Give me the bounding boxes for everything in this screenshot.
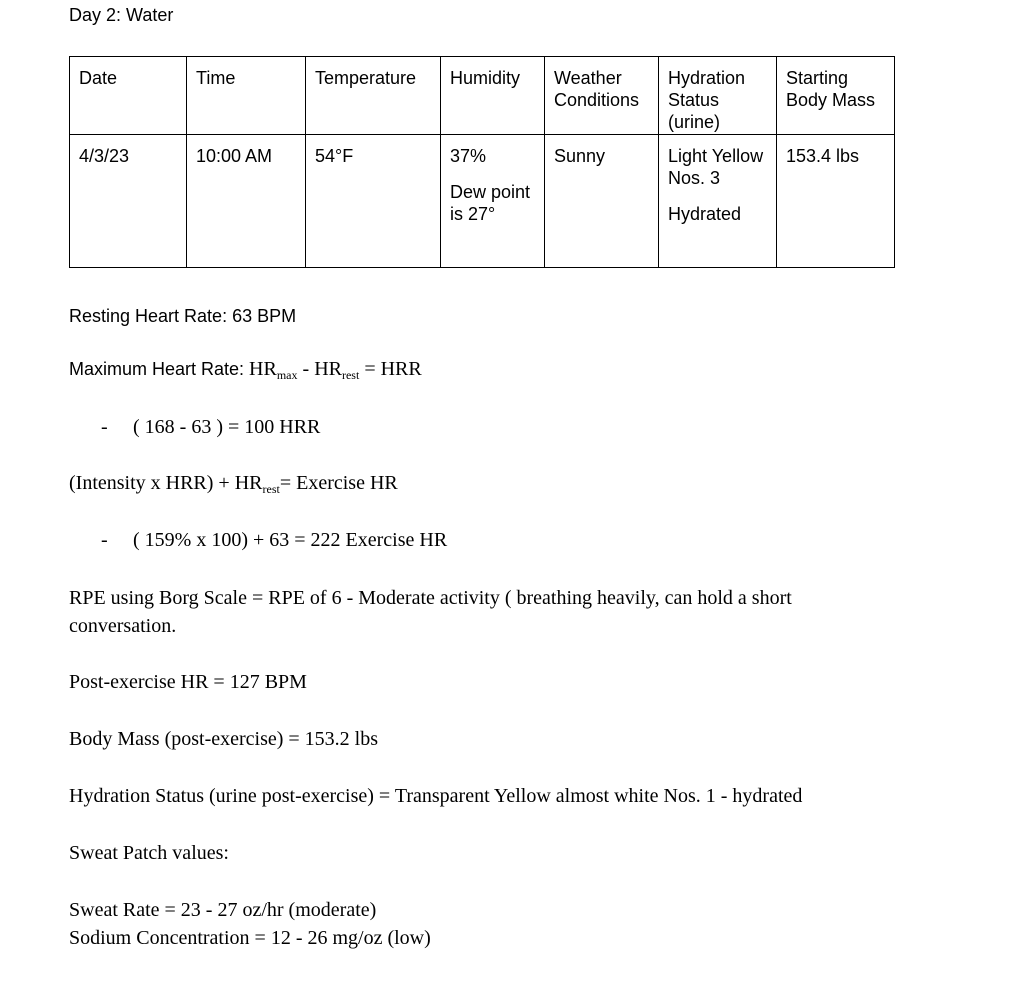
max-heart-rate-formula <box>69 358 422 381</box>
hr-symbol: HR <box>314 358 342 380</box>
header-body-mass: Starting Body Mass <box>777 57 895 135</box>
rest-subscript: rest <box>341 368 360 382</box>
rest-subscript: rest <box>262 482 280 496</box>
hydration-color: Light Yellow Nos. 3 <box>668 146 764 188</box>
post-exercise-body-mass: Body Mass (post-exercise) = 153.2 lbs <box>69 728 379 750</box>
header-weather: Weather Conditions <box>545 57 659 135</box>
header-humidity: Humidity <box>441 57 545 135</box>
dew-point: Dew point is 27° <box>450 182 531 224</box>
header-date: Date <box>70 57 187 135</box>
cell-humidity <box>441 135 545 268</box>
minus-sign: - <box>297 358 315 380</box>
bullet-dash: - <box>101 529 108 551</box>
exercise-formula-suffix: = Exercise HR <box>279 472 398 494</box>
post-exercise-hr: Post-exercise HR = 127 BPM <box>69 671 307 693</box>
hydration-status: Hydrated <box>668 204 742 224</box>
exercise-hr-formula <box>69 472 398 495</box>
cell-weather: Sunny <box>545 135 659 268</box>
header-temperature: Temperature <box>306 57 441 135</box>
exercise-formula-prefix: (Intensity x HRR) + HR <box>69 472 263 494</box>
exercise-hr-calculation: ( 159% x 100) + 63 = 222 Exercise HR <box>133 529 448 551</box>
resting-heart-rate: Resting Heart Rate: 63 BPM <box>69 306 297 326</box>
sodium-concentration: Sodium Concentration = 12 - 26 mg/oz (low) <box>69 927 431 949</box>
hrr-result: = HRR <box>359 358 422 380</box>
table-header-row <box>70 57 895 135</box>
sweat-rate: Sweat Rate = 23 - 27 oz/hr (moderate) <box>69 899 377 921</box>
observation-table <box>69 56 895 268</box>
max-subscript: max <box>276 368 298 382</box>
sweat-patch-heading: Sweat Patch values: <box>69 842 229 864</box>
max-hr-label: Maximum Heart Rate: <box>69 359 250 379</box>
cell-body-mass: 153.4 lbs <box>777 135 895 268</box>
post-exercise-hydration: Hydration Status (urine post-exercise) = Transparent Yellow almost white Nos. 1 - hydrated <box>69 785 803 807</box>
header-hydration: Hydration Status (urine) <box>659 57 777 135</box>
cell-hydration <box>659 135 777 268</box>
cell-time: 10:00 AM <box>187 135 306 268</box>
humidity-value: 37% <box>450 146 487 166</box>
page-title: Day 2: Water <box>69 5 174 25</box>
cell-temperature: 54°F <box>306 135 441 268</box>
table-row <box>70 135 895 268</box>
hrr-calculation: ( 168 - 63 ) = 100 HRR <box>133 416 321 438</box>
cell-date: 4/3/23 <box>70 135 187 268</box>
hr-symbol: HR <box>249 358 277 380</box>
bullet-dash: - <box>101 416 108 438</box>
rpe-text: RPE using Borg Scale = RPE of 6 - Moderate activity ( breathing heavily, can hold a short conversation. <box>69 587 792 637</box>
header-time: Time <box>187 57 306 135</box>
